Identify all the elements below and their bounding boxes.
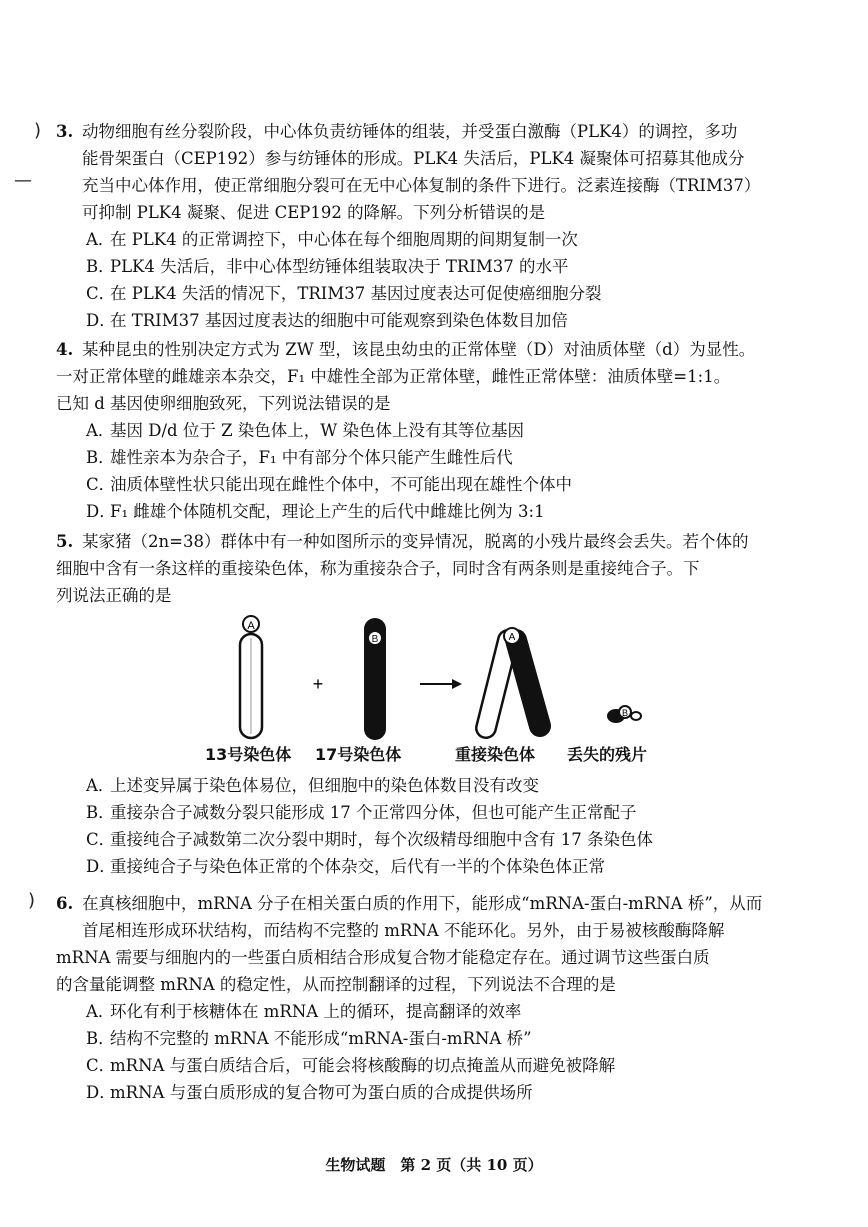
margin-dash: —	[14, 170, 32, 191]
option-label: C．	[86, 1056, 116, 1075]
option-text: 油质体壁性状只能出现在雌性个体中，不可能出现在雄性个体中	[110, 475, 572, 494]
stem-line: 一对正常体壁的雌雄亲本杂交，F₁ 中雄性全部为正常体壁，雌性正常体壁：油质体壁=1:1。	[56, 367, 731, 386]
option-label: D．	[86, 502, 116, 521]
question-6	[56, 890, 836, 1106]
margin-mark: )	[34, 120, 42, 141]
option-text: 重接纯合子与染色体正常的个体杂交，后代有一半的个体染色体正常	[110, 857, 605, 876]
option-d	[56, 853, 836, 880]
stem-line: 已知 d 基因使卵细胞致死，下列说法错误的是	[56, 394, 391, 413]
chromosome-17-icon	[364, 618, 386, 740]
option-a	[56, 772, 836, 799]
option-label: A．	[86, 230, 115, 249]
stem-line: 首尾相连形成环状结构，而结构不完整的 mRNA 不能环化。另外，由于易被核酸酶降解	[82, 921, 725, 940]
stem-line: mRNA 需要与细胞内的一些蛋白质相结合形成复合物才能稳定存在。通过调节这些蛋白质	[56, 948, 710, 967]
option-label: B．	[86, 1029, 115, 1048]
option-b	[56, 799, 836, 826]
option-label: D．	[86, 311, 116, 330]
option-text: 在 TRIM37 基因过度表达的细胞中可能观察到染色体数目加倍	[110, 311, 568, 330]
option-label: D．	[86, 857, 116, 876]
option-text: 重接纯合子减数第二次分裂中期时，每个次级精母细胞中含有 17 条染色体	[110, 830, 653, 849]
option-text: mRNA 与蛋白质形成的复合物可为蛋白质的合成提供场所	[110, 1083, 533, 1102]
option-label: C．	[86, 475, 116, 494]
caption-fused: 重接染色体	[455, 745, 536, 764]
question-5	[56, 528, 836, 609]
label-a: A	[508, 632, 516, 643]
stem-line: 在真核细胞中，mRNA 分子在相关蛋白质的作用下，能形成“mRNA-蛋白-mRNA 桥”，从而	[82, 894, 763, 913]
option-label: B．	[86, 803, 115, 822]
stem-line: 能骨架蛋白（CEP192）参与纺锤体的形成。PLK4 失活后，PLK4 凝聚体可招募其他成分	[82, 149, 745, 168]
label-b: B	[371, 634, 379, 645]
fused-chromosome-icon	[486, 628, 540, 728]
option-b	[56, 444, 836, 471]
question-number: 3.	[56, 122, 74, 141]
question-number: 5.	[56, 532, 74, 551]
option-label: C．	[86, 830, 116, 849]
option-b	[56, 1025, 836, 1052]
label-a: A	[247, 620, 255, 632]
option-text: PLK4 失活后，非中心体型纺锤体组装取决于 TRIM37 的水平	[110, 257, 569, 276]
option-text: 结构不完整的 mRNA 不能形成“mRNA-蛋白-mRNA 桥”	[110, 1029, 532, 1048]
caption-17: 17号染色体	[315, 745, 402, 764]
question-number: 6.	[56, 894, 74, 913]
option-label: B．	[86, 448, 115, 467]
stem-line: 列说法正确的是	[56, 586, 172, 605]
question-stem	[56, 118, 836, 145]
stem-line: 细胞中含有一条这样的重接染色体，称为重接杂合子，同时含有两条则是重接纯合子。下	[56, 559, 700, 578]
option-c	[56, 1052, 836, 1079]
question-5-options	[56, 772, 836, 880]
option-label: B．	[86, 257, 115, 276]
option-d	[56, 498, 836, 525]
option-c	[56, 280, 836, 307]
stem-line: 可抑制 PLK4 凝聚、促进 CEP192 的降解。下列分析错误的是	[82, 203, 546, 222]
option-d	[56, 307, 836, 334]
option-label: A．	[86, 421, 115, 440]
chromosome-13-icon	[240, 616, 262, 738]
arrow-icon	[420, 679, 462, 689]
option-c	[56, 471, 836, 498]
option-label: A．	[86, 1002, 115, 1021]
caption-fragment: 丢失的残片	[567, 745, 648, 764]
option-a	[56, 417, 836, 444]
option-text: mRNA 与蛋白质结合后，可能会将核酸酶的切点掩盖从而避免被降解	[110, 1056, 616, 1075]
question-stem	[56, 890, 836, 917]
question-stem	[56, 528, 836, 555]
stem-line: 的含量能调整 mRNA 的稳定性，从而控制翻译的过程，下列说法不合理的是	[56, 975, 616, 994]
option-label: D．	[86, 1083, 116, 1102]
question-3	[56, 118, 836, 334]
option-text: 上述变异属于染色体易位，但细胞中的染色体数目没有改变	[110, 776, 539, 795]
stem-line: 动物细胞有丝分裂阶段，中心体负责纺锤体的组装，并受蛋白激酶（PLK4）的调控，多功	[82, 122, 738, 141]
option-label: A．	[86, 776, 115, 795]
stem-line: 某种昆虫的性别决定方式为 ZW 型，该昆虫幼虫的正常体壁（D）对油质体壁（d）为显性。	[82, 340, 756, 359]
option-text: 雄性亲本为杂合子，F₁ 中有部分个体只能产生雌性后代	[110, 448, 513, 467]
option-text: 重接杂合子减数分裂只能形成 17 个正常四分体，但也可能产生正常配子	[110, 803, 637, 822]
option-d	[56, 1079, 836, 1106]
stem-line: 充当中心体作用，使正常细胞分裂可在无中心体复制的条件下进行。泛素连接酶（TRIM37）	[82, 176, 761, 195]
question-stem	[56, 336, 836, 363]
question-number: 4.	[56, 340, 74, 359]
margin-mark: )	[28, 890, 36, 911]
option-c	[56, 826, 836, 853]
option-label: C．	[86, 284, 116, 303]
figure-caption	[205, 742, 685, 765]
option-a	[56, 998, 836, 1025]
option-text: 基因 D/d 位于 Z 染色体上，W 染色体上没有其等位基因	[110, 421, 524, 440]
caption-13: 13号染色体	[205, 745, 292, 764]
plus-sign: +	[312, 674, 324, 694]
question-4	[56, 336, 836, 525]
page-footer: 生物试题 第 2 页（共 10 页）	[325, 1156, 543, 1174]
option-a	[56, 226, 836, 253]
lost-fragment-icon	[607, 706, 641, 723]
option-text: 环化有利于核糖体在 mRNA 上的循环，提高翻译的效率	[110, 1002, 522, 1021]
option-b	[56, 253, 836, 280]
option-text: 在 PLK4 的正常调控下，中心体在每个细胞周期的间期复制一次	[110, 230, 578, 249]
option-text: F₁ 雌雄个体随机交配，理论上产生的后代中雌雄比例为 3:1	[110, 502, 545, 521]
label-b: B	[621, 708, 629, 718]
option-text: 在 PLK4 失活的情况下，TRIM37 基因过度表达可促使癌细胞分裂	[110, 284, 602, 303]
stem-line: 某家猪（2n=38）群体中有一种如图所示的变异情况，脱离的小残片最终会丢失。若个体的	[82, 532, 749, 551]
